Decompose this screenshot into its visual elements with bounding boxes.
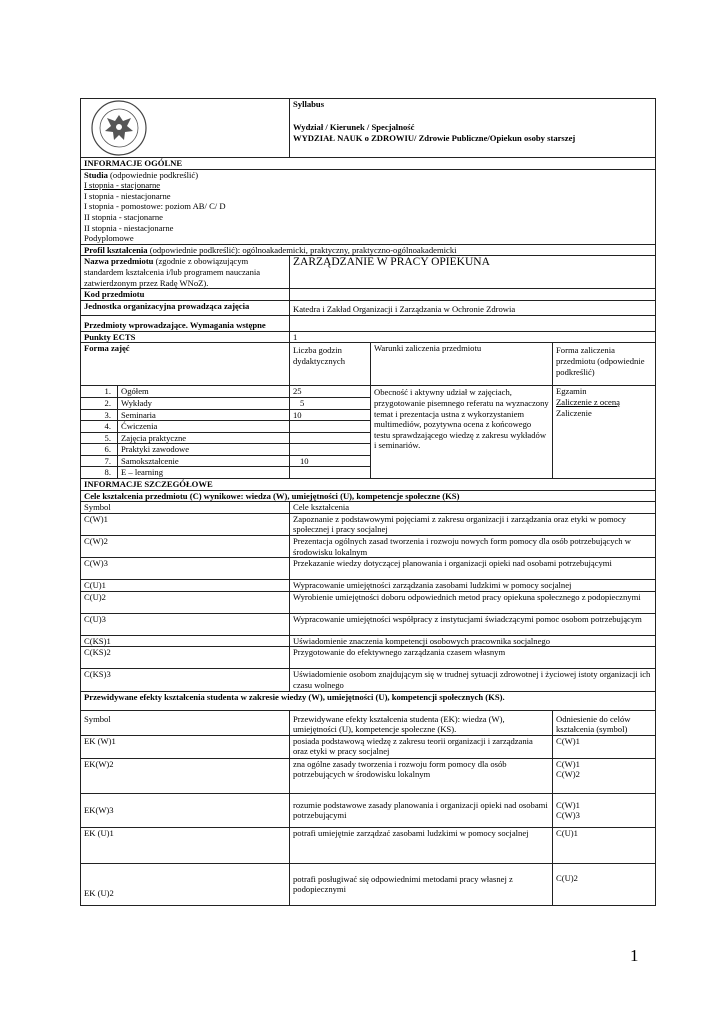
effect-text: rozumie podstawowe zasady planowania i organizacji opieki nad osobami potrzebującymi — [290, 793, 553, 827]
assessment-form: Zaliczenie — [556, 407, 592, 418]
prereq-value — [290, 316, 656, 332]
form-hours: 10 — [290, 455, 371, 467]
goal-text: Przygotowanie do efektywnego zarządzania czasem własnym — [290, 647, 656, 669]
faculty-value: WYDZIAŁ NAUK o ZDROWIU/ Zdrowie Publiczne/Opiekun osoby starszej — [293, 132, 576, 143]
form-name: Seminaria — [118, 409, 290, 421]
unit-label: Jednostka organizacyjna prowadząca zajęcia — [81, 301, 290, 316]
form-num: 7. — [81, 455, 118, 467]
effect-refs — [553, 735, 656, 758]
effect-ref: C(W)2 — [556, 769, 580, 780]
goal-symbol: C(KS)3 — [81, 669, 290, 691]
page-number: 1 — [630, 946, 639, 965]
goal-text: Zapoznanie z podstawowymi pojęciami z zakresu organizacji i zarządzania oraz etyki w pomocy społecznej i pracy socjalnej — [290, 513, 656, 535]
form-num: 3. — [81, 409, 118, 421]
form-label: Forma zajęć — [81, 343, 290, 386]
conditions-text: Obecność i aktywny udział w zajęciach, przygotowanie pisemnego referatu na wyznaczony temat i prezentacja ustna z wykorzystaniem multimediów, pozytywna ocena z końcowego testu sprawdzającego wiedzę z zakresu wykładów i seminariów. — [371, 386, 553, 479]
faculty-heading: Wydział / Kierunek / Specjalność — [293, 122, 415, 133]
assessment-form: Zaliczenie z oceną — [556, 396, 620, 407]
effect-text: posiada podstawową wiedzę z zakresu teorii organizacji i zarządzania oraz etyki w pracy socjalnej — [290, 735, 553, 758]
form-name: Ćwiczenia — [118, 421, 290, 433]
effect-symbol: EK (U)1 — [81, 827, 290, 863]
effect-ref: C(W)1 — [556, 799, 580, 810]
form-name: Zajęcia praktyczne — [118, 432, 290, 444]
hours-header: Liczba godzin dydaktycznych — [290, 343, 371, 386]
effect-symbol: EK (W)1 — [81, 735, 290, 758]
effect-text: potrafi posługiwać się odpowiednimi metodami pracy własnej z podopiecznymi — [290, 863, 553, 905]
goal-symbol: C(W)1 — [81, 513, 290, 535]
goal-text: Uświadomienie znaczenia kompetencji osobowych pracownika socjalnego — [290, 635, 656, 647]
effect-text: potrafi umiejętnie zarządzać zasobami ludzkimi w pomocy socjalnej — [290, 827, 553, 863]
form-hours — [290, 421, 371, 433]
goal-symbol: C(U)3 — [81, 613, 290, 635]
assessment-form: Egzamin — [556, 386, 587, 397]
assessment-forms-cell — [553, 386, 656, 479]
form-hours — [290, 444, 371, 456]
studies-option: I stopnia - stacjonarne — [84, 180, 161, 191]
ects-value: 1 — [290, 331, 656, 343]
effect-refs — [553, 863, 656, 905]
effect-symbol: EK (U)2 — [81, 863, 290, 905]
effect-ref: C(W)1 — [556, 735, 580, 746]
form-hours: 25 — [290, 386, 371, 398]
goal-symbol: C(KS)2 — [81, 647, 290, 669]
form-hours — [290, 432, 371, 444]
profile-text: (odpowiednie podkreślić): ogólnoakademicki, praktyczny, praktyczno-ogólnoakademicki — [147, 244, 457, 255]
form-num: 6. — [81, 444, 118, 456]
subject-name-label-cell — [81, 256, 290, 289]
effect-ref: C(W)1 — [556, 758, 580, 769]
code-value — [290, 289, 656, 301]
syllabus-title: Syllabus — [290, 99, 656, 123]
effects-title: Przewidywane efekty kształcenia studenta w zakresie wiedzy (W), umiejętności (U), kompetencji społecznych (KS). — [81, 691, 656, 710]
form-hours — [290, 467, 371, 479]
form-name: Wykłady — [118, 397, 290, 409]
university-seal-logo — [87, 99, 151, 157]
profile-label: Profil kształcenia — [84, 244, 148, 255]
goals-title: Cele kształcenia przedmiotu (C) wynikowe: wiedza (W), umiejętności (U), kompetencje społeczne (KS) — [81, 490, 656, 502]
section-detailed-title: INFORMACJE SZCZEGÓŁOWE — [81, 479, 656, 491]
effect-ref: C(U)2 — [556, 872, 578, 883]
profile-cell — [81, 244, 656, 256]
goals-col-goals: Cele kształcenia — [290, 502, 656, 514]
goal-symbol: C(U)2 — [81, 591, 290, 613]
goal-text: Przekazanie wiedzy dotyczącej planowania i organizacji opieki nad osobami potrzebującymi — [290, 558, 656, 580]
studies-option: Podyplomowe — [84, 233, 134, 244]
studies-option: I stopnia - pomostowe: poziom AB/ C/ D — [84, 201, 226, 212]
form-name: E – learning — [118, 467, 290, 479]
effect-ref: C(W)3 — [556, 810, 580, 821]
subject-name-note: (zgodnie z obowiązującym standardem kształcenia i/lub programem nauczania zatwierdzonym przez Radę WNoZ). — [84, 256, 261, 288]
effects-col-effects: Przewidywane efekty kształcenia studenta (EK): wiedza (W), umiejętności (U), kompetencje społeczne (KS). — [290, 710, 553, 735]
form-name: Praktyki zawodowe — [118, 444, 290, 456]
prereq-label: Przedmioty wprowadzające. Wymagania wstępne — [81, 316, 290, 332]
effects-col-symbol: Symbol — [81, 710, 290, 735]
effect-refs — [553, 827, 656, 863]
studies-option: II stopnia - niestacjonarne — [84, 222, 174, 233]
form-name: Samokształcenie — [118, 455, 290, 467]
goal-text: Wypracowanie umiejętności współpracy z instytucjami świadczącymi pomoc osobom potrzebującym — [290, 613, 656, 635]
goal-symbol: C(W)2 — [81, 536, 290, 558]
form-num: 8. — [81, 467, 118, 479]
goal-text: Uświadomienie osobom znajdującym się w trudnej sytuacji zdrowotnej i życiowej istoty organizacji ich czasu wolnego — [290, 669, 656, 691]
form-name: Ogółem — [118, 386, 290, 398]
effect-refs — [553, 758, 656, 793]
section-general-title: INFORMACJE OGÓLNE — [81, 158, 656, 170]
ects-label: Punkty ECTS — [81, 331, 290, 343]
goal-text: Wyrobienie umiejętności doboru odpowiednich metod pracy opiekuna społecznego z podopiecznymi — [290, 591, 656, 613]
form-header: Forma zaliczenia przedmiotu (odpowiednie podkreślić) — [553, 343, 656, 386]
studies-option: II stopnia - stacjonarne — [84, 211, 163, 222]
subject-name-label: Nazwa przedmiotu — [84, 256, 154, 267]
faculty-cell — [290, 122, 656, 157]
goal-symbol: C(W)3 — [81, 558, 290, 580]
subject-name-value: ZARZĄDZANIE W PRACY OPIEKUNA — [290, 256, 656, 289]
goal-symbol: C(KS)1 — [81, 635, 290, 647]
studies-note: (odpowiednie podkreślić) — [107, 169, 199, 180]
studies-label: Studia — [84, 169, 108, 180]
goal-text: Wypracowanie umiejętności zarządzania zasobami ludzkimi w pomocy socjalnej — [290, 580, 656, 592]
effect-refs — [553, 793, 656, 827]
code-label: Kod przedmiotu — [81, 289, 290, 301]
form-num: 1. — [81, 386, 118, 398]
effect-text: zna ogólne zasady tworzenia i rozwoju form pomocy dla osób potrzebujących w środowisku lokalnym — [290, 758, 553, 793]
syllabus-table — [80, 98, 656, 906]
form-hours: 10 — [290, 409, 371, 421]
form-num: 5. — [81, 432, 118, 444]
effect-symbol: EK(W)3 — [81, 793, 290, 827]
logo-cell — [81, 99, 290, 158]
goal-symbol: C(U)1 — [81, 580, 290, 592]
unit-value: Katedra i Zakład Organizacji i Zarządzania w Ochronie Zdrowia — [290, 301, 656, 316]
goal-text: Prezentacja ogólnych zasad tworzenia i rozwoju nowych form pomocy dla osób potrzebujących w środowisku lokalnym — [290, 536, 656, 558]
effect-symbol: EK(W)2 — [81, 758, 290, 793]
conditions-header: Warunki zaliczenia przedmiotu — [371, 343, 553, 386]
form-num: 4. — [81, 421, 118, 433]
form-num: 2. — [81, 397, 118, 409]
studies-cell — [81, 169, 656, 244]
effect-ref: C(U)1 — [556, 827, 578, 838]
syllabus-page — [80, 98, 655, 906]
form-hours: 5 — [290, 397, 371, 409]
effects-col-ref: Odniesienie do celów kształcenia (symbol) — [553, 710, 656, 735]
studies-option: I stopnia - niestacjonarne — [84, 190, 171, 201]
goals-col-symbol: Symbol — [81, 502, 290, 514]
